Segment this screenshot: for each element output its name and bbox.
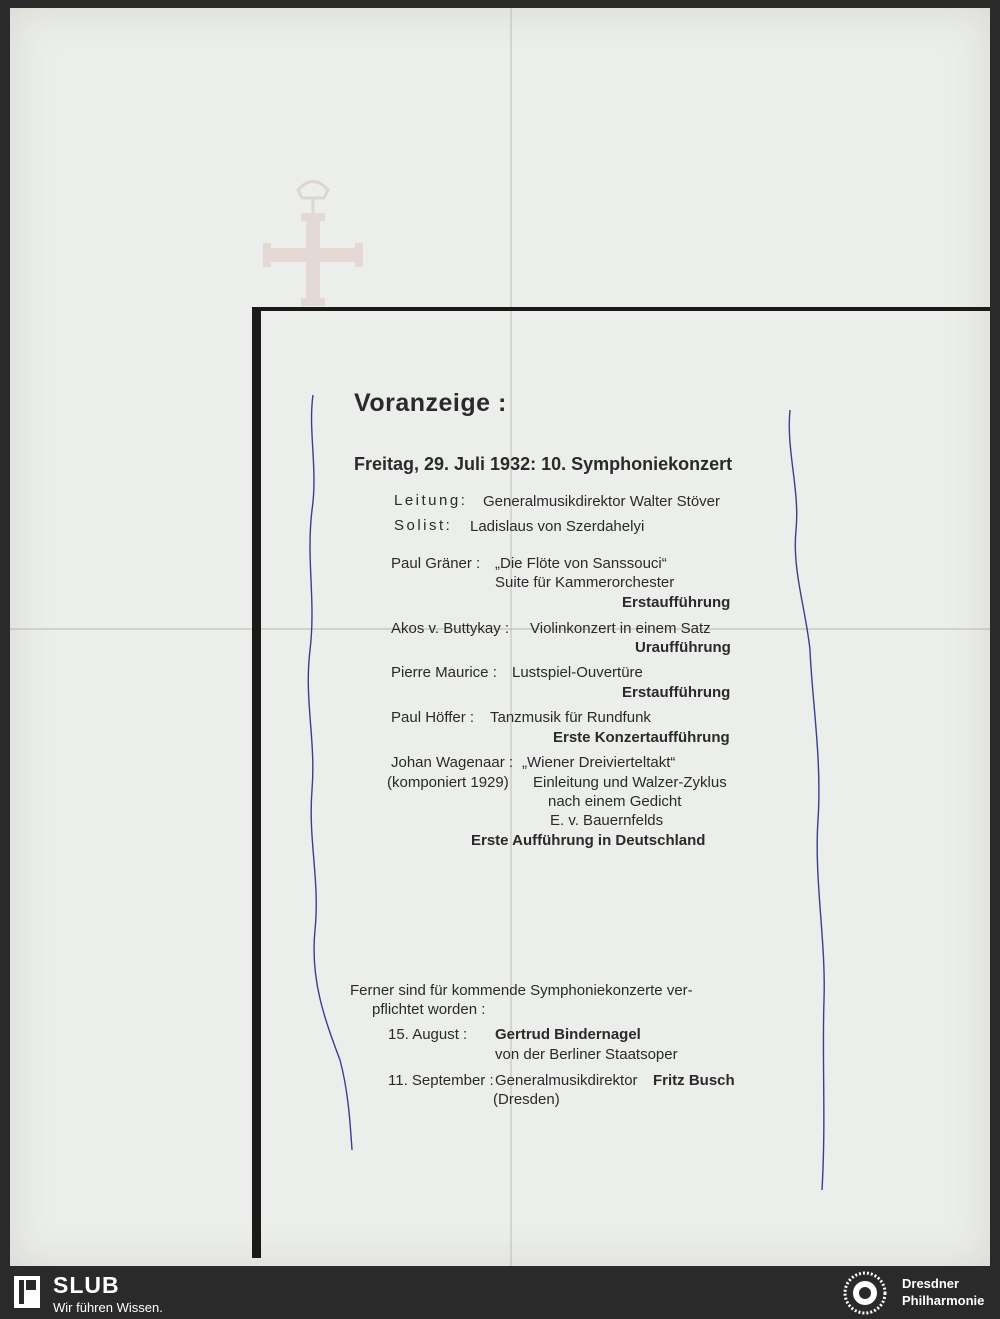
ferner-line: pflichtet worden :: [372, 1001, 486, 1018]
program-composer-note: (komponiert 1929): [387, 774, 509, 791]
solist-value: Ladislaus von Szerdahelyi: [470, 518, 645, 535]
leitung-label: Leitung:: [394, 492, 468, 509]
program-note: Erste Aufführung in Deutschland: [471, 832, 706, 849]
engagement-name: Fritz Busch: [653, 1072, 735, 1089]
program-composer: Pierre Maurice :: [391, 664, 497, 681]
engagement-name: Gertrud Bindernagel: [495, 1026, 641, 1043]
engagement-date: 11. September :: [388, 1072, 494, 1089]
program-note: Erstaufführung: [622, 594, 731, 611]
program-composer: Johan Wagenaar :: [391, 754, 514, 771]
engagement-detail: von der Berliner Staatsoper: [495, 1046, 678, 1063]
slub-name: SLUB: [53, 1272, 120, 1298]
program-composer: Akos v. Buttykay :: [391, 620, 510, 637]
program-composer: Paul Höffer :: [391, 709, 475, 726]
program-title: „Wiener Dreivierteltakt“: [522, 754, 676, 771]
mourning-border-left: [252, 307, 261, 1258]
mourning-border-top: [252, 307, 990, 311]
partner-name-line1: Dresdner: [902, 1276, 960, 1291]
leitung-value: Generalmusikdirektor Walter Stöver: [483, 493, 721, 510]
partner-name-line2: Philharmonie: [902, 1293, 985, 1308]
slub-logo-icon: [12, 1274, 42, 1310]
concert-title: Freitag, 29. Juli 1932: 10. Symphoniekonzert: [354, 454, 733, 474]
program-note: Erste Konzertaufführung: [553, 729, 730, 746]
program-title: Lustspiel-Ouvertüre: [512, 664, 643, 681]
program-title: Violinkonzert in einem Satz: [530, 620, 711, 637]
program-detail-line: Einleitung und Walzer-Zyklus: [533, 774, 727, 791]
program-title: „Die Flöte von Sanssouci“: [495, 555, 667, 572]
heading-voranzeige: Voranzeige :: [354, 389, 507, 417]
program-detail: Suite für Kammerorchester: [495, 574, 675, 591]
engagement-prefix: Generalmusikdirektor: [495, 1072, 638, 1089]
program-title: Tanzmusik für Rundfunk: [490, 709, 651, 726]
dresdner-philharmonie-logo-icon: [842, 1270, 888, 1316]
program-detail-line: nach einem Gedicht: [548, 793, 682, 810]
program-note: Uraufführung: [635, 639, 731, 656]
program-composer: Paul Gräner :: [391, 555, 481, 572]
solist-label: Solist:: [394, 517, 453, 534]
footer-bar: [0, 1266, 1000, 1319]
ferner-line: Ferner sind für kommende Symphoniekonzerte ver-: [350, 982, 693, 999]
engagement-detail: (Dresden): [493, 1091, 560, 1108]
program-note: Erstaufführung: [622, 684, 731, 701]
program-detail-line: E. v. Bauernfelds: [550, 812, 664, 829]
crown-cross-watermark: [258, 168, 368, 308]
engagement-date: 15. August :: [388, 1026, 468, 1043]
slub-tagline: Wir führen Wissen.: [53, 1300, 163, 1315]
